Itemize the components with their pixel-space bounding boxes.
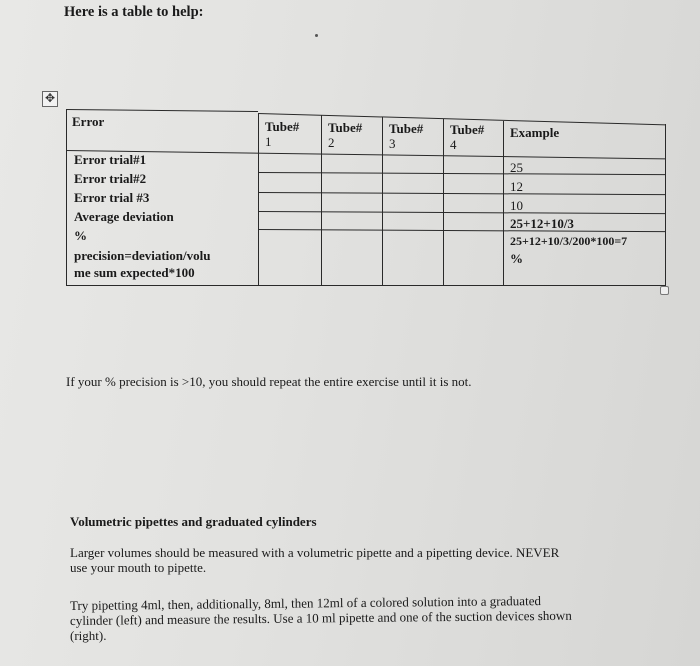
row-label-average-deviation: Average deviation	[74, 209, 174, 224]
table-move-icon[interactable]: ✥	[42, 91, 58, 107]
table-border-top	[66, 109, 258, 112]
table-border-bottom	[66, 285, 666, 286]
table-header-tube-4: Tube# 4	[450, 122, 485, 152]
table-row-divider	[258, 172, 666, 175]
table-header-error: Error	[72, 114, 105, 129]
row-label-error-trial-1: Error trial#1	[74, 152, 147, 167]
repeat-note: If your % precision is >10, you should repeat the entire exercise until it is not.	[66, 374, 472, 389]
table-col-divider	[382, 117, 383, 286]
table-header-tube-2: Tube# 2	[328, 120, 363, 150]
table-header-tube-3: Tube# 3	[389, 121, 424, 151]
page-heading: Here is a table to help:	[64, 4, 204, 20]
table-header-tube-1: Tube# 1	[265, 119, 300, 149]
example-value-trial-2: 12	[510, 179, 523, 194]
table-col-divider	[443, 119, 444, 286]
table-col-divider	[258, 113, 259, 286]
table-row-divider	[258, 229, 666, 232]
row-label-precision-formula-cont: me sum expected*100	[74, 265, 195, 280]
table-row-divider	[258, 192, 666, 195]
row-label-error-trial-3: Error trial #3	[74, 190, 150, 205]
table-header-divider	[66, 150, 666, 159]
example-value-precision: 25+12+10/3/200*100=7	[510, 234, 628, 248]
table-row-divider	[258, 211, 666, 214]
example-value-average: 25+12+10/3	[510, 216, 574, 231]
table-header-example: Example	[510, 125, 560, 140]
instructions-paragraph: Try pipetting 4ml, then, additionally, 8ml, then 12ml of a colored solution into a graduated cylinder (left) and measure the results. Use a 10 ml pipette and one of the suction devices shown (right).	[69, 593, 572, 643]
table-border-right	[665, 124, 666, 286]
table-col-divider	[321, 115, 322, 286]
stray-dot	[315, 34, 318, 37]
table-col-divider	[503, 121, 504, 286]
example-value-trial-3: 10	[510, 198, 523, 213]
table-resize-handle[interactable]	[660, 286, 669, 295]
example-value-percent: %	[510, 251, 523, 266]
example-value-trial-1: 25	[510, 160, 523, 175]
row-label-precision-formula: precision=deviation/volu	[74, 248, 211, 263]
pipette-paragraph: Larger volumes should be measured with a volumetric pipette and a pipetting device. NEVER use your mouth to pipette.	[70, 545, 560, 575]
row-label-error-trial-2: Error trial#2	[74, 171, 147, 186]
section-title: Volumetric pipettes and graduated cylinders	[70, 514, 317, 529]
table-border-left	[66, 109, 67, 286]
row-label-percent: %	[74, 228, 87, 243]
